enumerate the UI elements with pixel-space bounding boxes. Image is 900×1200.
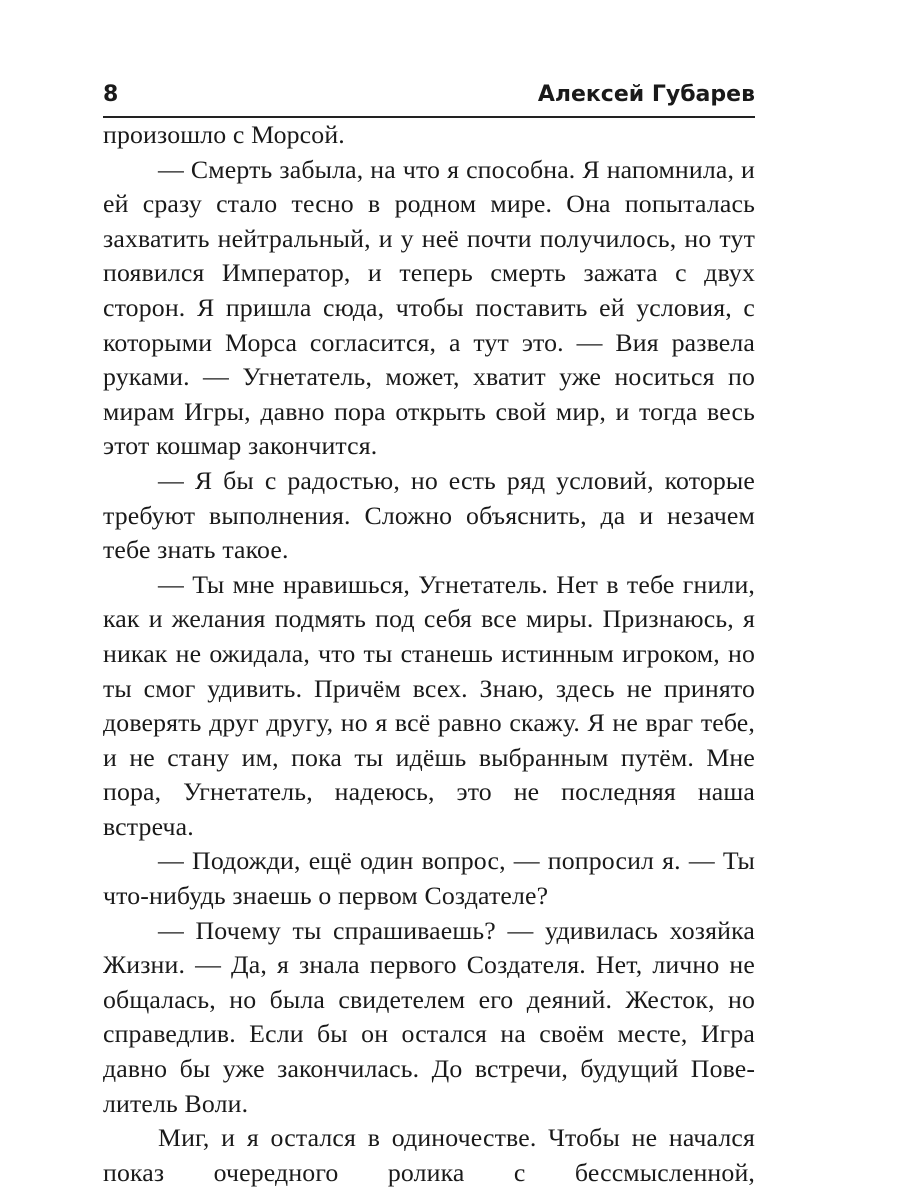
paragraph: — Подожди, ещё один вопрос, — попросил я. — Ты что-нибудь знаешь о первом Создателе? xyxy=(103,846,755,911)
running-title: Алексей Губарев xyxy=(537,82,755,107)
paragraph: — Ты мне нравишься, Угнетатель. Нет в тебе гнили, как и желания подмять под себя все миры. Признаюсь, я никак не ожидала, что ты станешь истинным игроком, но ты смог удивить. Причём всех. Знаю, здесь не принято доверять друг другу, но я всё равно скажу. Я не враг тебе, и не стану им, пока ты идёшь выбранным путём. Мне пора, Угнетатель, надеюсь, это не последняя наша встреча. xyxy=(103,569,755,841)
paragraph: — Смерть забыла, на что я способна. Я напомнила, и ей сразу стало тесно в родном мире. Она попыталась захватить нейтральный, и у неё почти получилось, но тут появился Император, и теперь смерть зажата с двух сторон. Я пришла сюда, чтобы поставить ей условия, с которыми Морса согласится, а тут это. — Вия развела руками. — Угнетатель, может, хватит уже носиться по мирам Игры, давно пора открыть свой мир, и тогда весь этот кошмар закончится. xyxy=(103,154,755,461)
paragraph: — Почему ты спрашиваешь? — удивилась хозяйка Жизни. — Да, я знала первого Создателя. Нет, лично не общалась, но была свидетелем его деяний. Жесток, но справедлив. Если бы он остался на своём месте, Игра давно бы уже закончилась. До встречи, будущий Повелитель Воли. xyxy=(103,915,755,1118)
paragraph: произошло с Морсой. xyxy=(103,120,345,149)
body-text xyxy=(103,118,755,1190)
paragraph: — Я бы с радостью, но есть ряд условий, которые требуют выполнения. Сложно объяснить, да и незачем тебе знать такое. xyxy=(103,465,755,565)
paragraph: Миг, и я остался в одиночестве. Чтобы не начался показ очередного ролика с бессмысленной, xyxy=(103,1123,755,1187)
page-header xyxy=(103,80,755,114)
page-number: 8 xyxy=(103,82,119,107)
